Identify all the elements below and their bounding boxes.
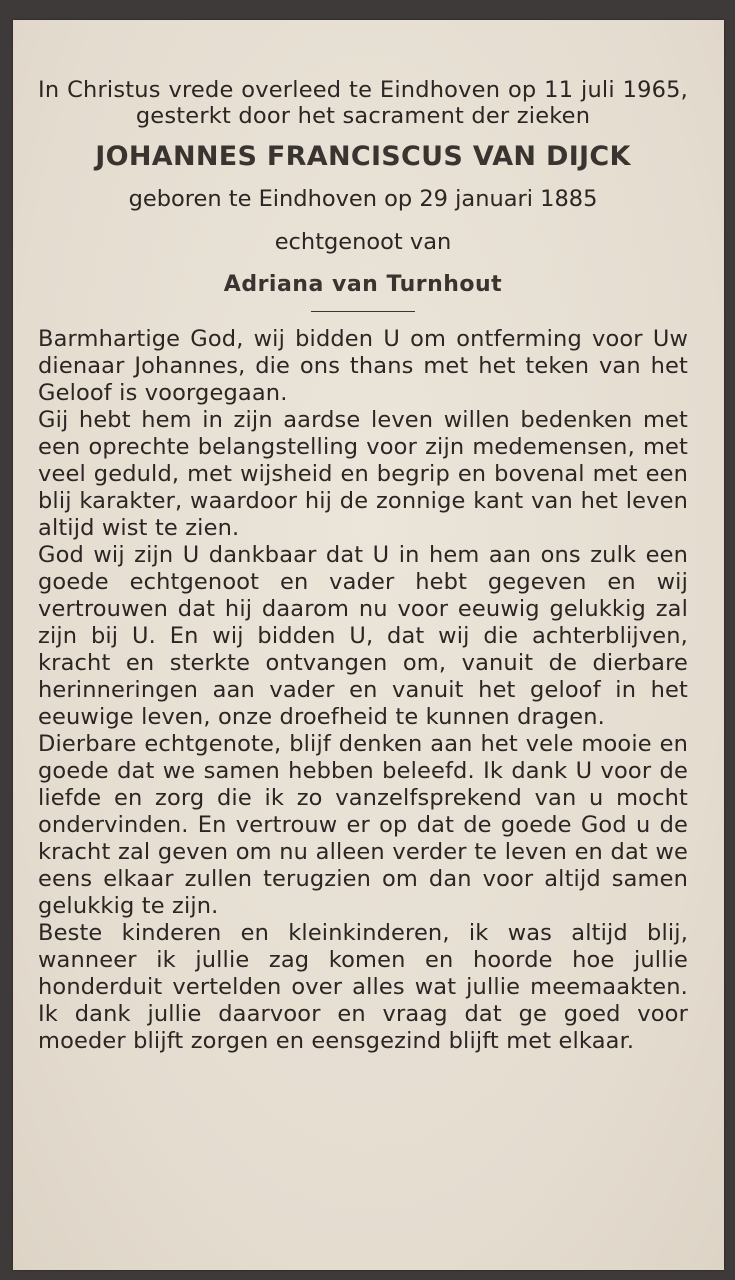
- prayer-text: [38, 326, 688, 1055]
- spouse-label: echtgenoot van: [274, 229, 452, 255]
- prayer-paragraph: God wij zijn U dankbaar dat U in hem aan ons zulk een goede echtgenoot en vader hebt gegeven en wij vertrouwen dat hij daarom nu voor eeuwig gelukkig zal zijn bij U. En wij bidden U, dat wij die achterblijven, kracht en sterkte ontvangen om, vanuit de dierbare herinneringen aan vader en vanuit het geloof in het eeuwige leven, onze droefheid te kunnen dragen.: [38, 542, 688, 730]
- death-notice: In Christus vrede overleed te Eindhoven op 11 juli 1965, gesterkt door het sacrament der zieken: [38, 77, 688, 129]
- prayer-paragraph: Gij hebt hem in zijn aardse leven willen bedenken met een oprechte belangstelling voor zijn medemensen, met veel geduld, met wijsheid en begrip en bovenal met een blij karakter, waardoor hij de zonnige kant van het leven altijd wist te zien.: [38, 407, 688, 541]
- prayer-paragraph: Dierbare echtgenote, blijf denken aan het vele mooie en goede dat we samen hebben beleefd. Ik dank U voor de liefde en zorg die ik zo vanzelfsprekend van u mocht ondervinden. En vertrouw er op dat de goede God u de kracht zal geven om nu alleen verder te leven en dat we eens elkaar zullen terugzien om dan voor altijd samen gelukkig te zijn.: [38, 731, 688, 919]
- prayer-paragraph: Barmhartige God, wij bidden U om ontferming voor Uw dienaar Johannes, die ons thans met het teken van het Geloof is voorgegaan.: [38, 326, 688, 406]
- divider-line: [311, 311, 415, 312]
- card-content: [38, 77, 688, 1055]
- birth-line: geboren te Eindhoven op 29 januari 1885: [128, 186, 598, 212]
- memorial-card: [13, 20, 724, 1270]
- spouse-name: Adriana van Turnhout: [223, 272, 503, 297]
- deceased-name: JOHANNES FRANCISCUS VAN DIJCK: [95, 141, 631, 172]
- prayer-paragraph: Beste kinderen en kleinkinderen, ik was altijd blij, wanneer ik jullie zag komen en hoorde hoe jullie honderduit vertelden over alles wat jullie meemaakten. Ik dank jullie daarvoor en vraag dat ge goed voor moeder blijft zorgen en eensgezind blijft met elkaar.: [38, 920, 688, 1054]
